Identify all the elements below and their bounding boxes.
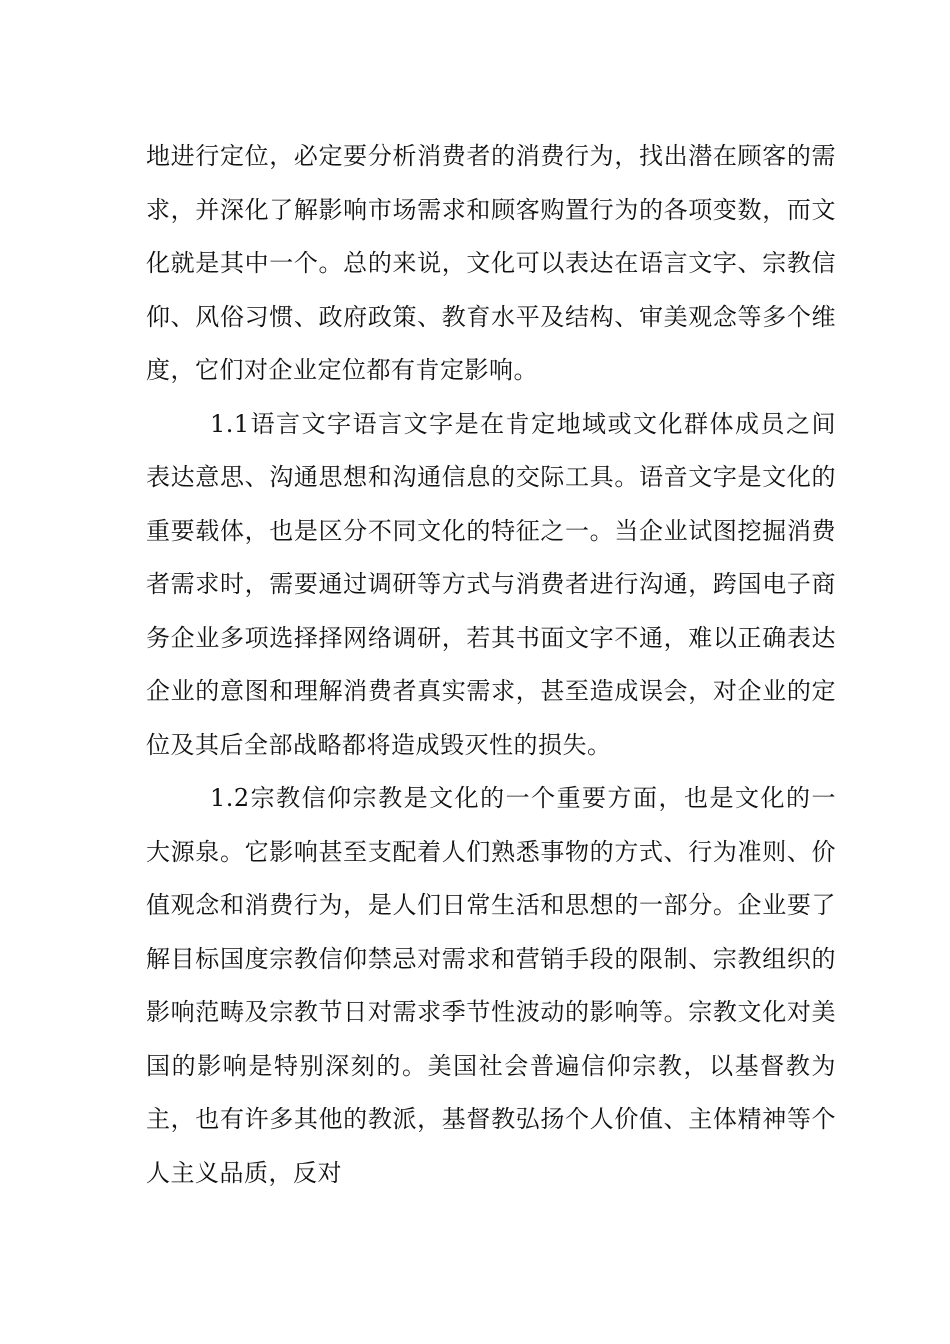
- paragraph-language-section: 1.1语言文字语言文字是在肯定地域或文化群体成员之间表达意思、沟通思想和沟通信息的交际工具。语音文字是文化的重要载体，也是区分不同文化的特征之一。当企业试图挖掘消费者需求时，需要通过调研等方式与消费者进行沟通，跨国电子商务企业多项选择择网络调研，若其书面文字不通，难以正确表达企业的意图和理解消费者真实需求，甚至造成误会，对企业的定位及其后全部战略都将造成毁灭性的损失。: [146, 409, 836, 759]
- document-body: [146, 130, 836, 1200]
- paragraph-intro: 地进行定位，必定要分析消费者的消费行为，找出潜在顾客的需求，并深化了解影响市场需求和顾客购置行为的各项变数，而文化就是其中一个。总的来说，文化可以表达在语言文字、宗教信仰、风俗习惯、政府政策、教育水平及结构、审美观念等多个维度，它们对企业定位都有肯定影响。: [146, 142, 836, 384]
- paragraph-religion-section: 1.2宗教信仰宗教是文化的一个重要方面，也是文化的一大源泉。它影响甚至支配着人们熟悉事物的方式、行为准则、价值观念和消费行为，是人们日常生活和思想的一部分。企业要了解目标国度宗教信仰禁忌对需求和营销手段的限制、宗教组织的影响范畴及宗教节日对需求季节性波动的影响等。宗教文化对美国的影响是特别深刻的。美国社会普遍信仰宗教，以基督教为主，也有许多其他的教派，基督教弘扬个人价值、主体精神等个人主义品质，反对: [146, 784, 836, 1187]
